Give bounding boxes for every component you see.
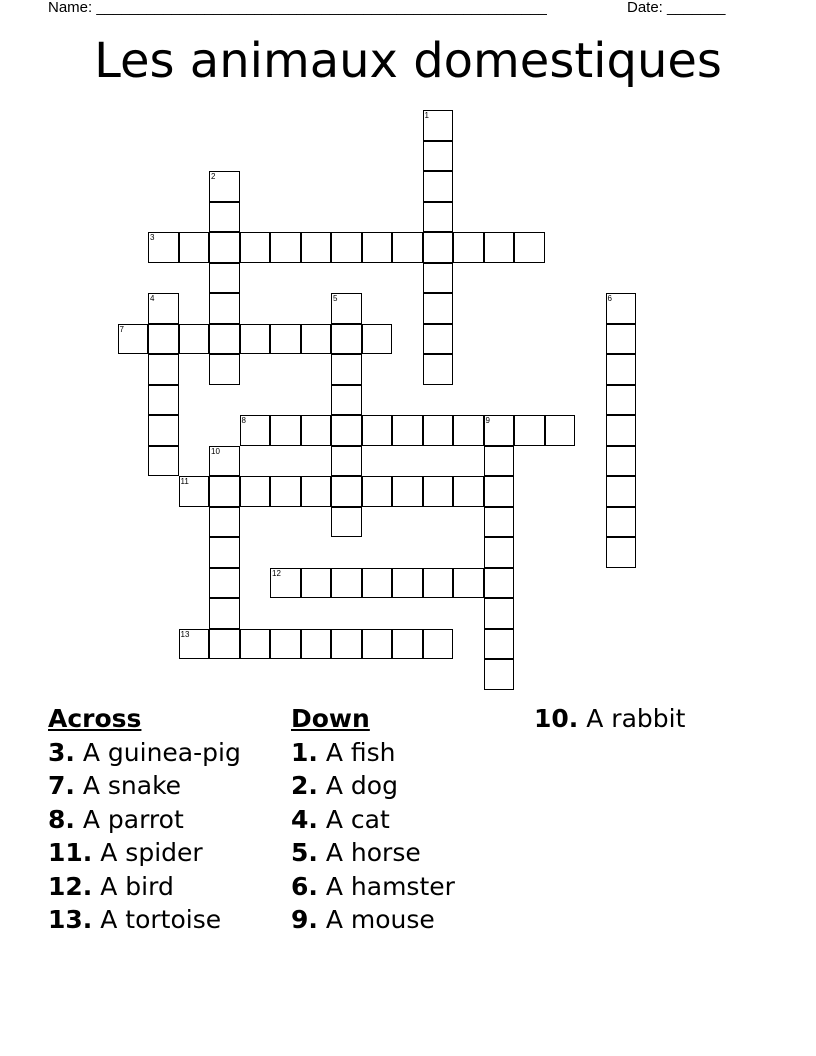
grid-cell[interactable] (209, 507, 240, 538)
grid-cell[interactable] (423, 263, 454, 294)
grid-cell[interactable] (148, 385, 179, 416)
grid-cell[interactable] (179, 232, 210, 263)
grid-cell[interactable] (392, 415, 423, 446)
grid-cell[interactable] (423, 415, 454, 446)
grid-cell[interactable] (453, 568, 484, 599)
grid-cell[interactable] (118, 324, 149, 355)
grid-cell[interactable] (148, 293, 179, 324)
grid-cell[interactable] (301, 476, 332, 507)
grid-cell[interactable] (606, 354, 637, 385)
grid-cell[interactable] (240, 415, 271, 446)
grid-cell[interactable] (392, 232, 423, 263)
clue-down-5: 5. A horse (291, 838, 421, 867)
cell-number: 1 (424, 111, 429, 120)
grid-cell[interactable] (545, 415, 576, 446)
grid-cell[interactable] (270, 232, 301, 263)
grid-cell[interactable] (148, 354, 179, 385)
grid-cell[interactable] (270, 415, 301, 446)
grid-cell[interactable] (270, 324, 301, 355)
down-clues-continued (534, 702, 685, 736)
grid-cell[interactable] (209, 263, 240, 294)
grid-cell[interactable] (240, 232, 271, 263)
clue-down-4: 4. A cat (291, 804, 390, 834)
cell-number: 7 (119, 324, 124, 334)
grid-cell[interactable] (209, 324, 240, 355)
clue-across-8: 8. A parrot (48, 804, 184, 834)
grid-cell[interactable] (606, 537, 637, 568)
grid-cell[interactable] (331, 415, 362, 446)
grid-cell[interactable] (606, 507, 637, 538)
grid-cell[interactable] (209, 476, 240, 507)
grid-cell[interactable] (423, 141, 454, 172)
grid-cell[interactable] (209, 568, 240, 599)
grid-cell[interactable] (606, 476, 637, 507)
clue-down-9: 9. A mouse (291, 905, 435, 934)
grid-cell[interactable] (484, 476, 515, 507)
grid-cell[interactable] (301, 232, 332, 263)
grid-cell[interactable] (423, 171, 454, 202)
grid-cell[interactable] (209, 354, 240, 385)
name-field[interactable]: Name: ______________________________________________________ (48, 0, 547, 16)
grid-cell[interactable] (209, 232, 240, 263)
grid-cell[interactable] (423, 232, 454, 263)
grid-cell[interactable] (423, 568, 454, 599)
grid-cell[interactable] (209, 293, 240, 324)
grid-cell[interactable] (606, 415, 637, 446)
grid-cell[interactable] (423, 476, 454, 507)
cell-number: 12 (272, 568, 281, 578)
clue-across-12: 12. A bird (48, 871, 174, 901)
grid-cell[interactable] (209, 598, 240, 629)
grid-cell[interactable] (606, 324, 637, 355)
clue-across-11: 11. A spider (48, 838, 203, 867)
grid-cell[interactable] (148, 415, 179, 446)
grid-cell[interactable] (331, 446, 362, 477)
grid-cell[interactable] (484, 446, 515, 477)
grid-cell[interactable] (331, 507, 362, 538)
grid-cell[interactable] (423, 324, 454, 355)
clue-down-6: 6. A hamster (291, 871, 455, 901)
grid-cell[interactable] (484, 568, 515, 599)
grid-cell[interactable] (331, 293, 362, 324)
grid-cell[interactable] (423, 629, 454, 660)
down-clues (291, 702, 455, 937)
grid-cell[interactable] (423, 110, 454, 141)
grid-cell[interactable] (270, 476, 301, 507)
cell-number: 2 (211, 172, 216, 181)
grid-cell[interactable] (606, 446, 637, 477)
grid-cell[interactable] (301, 568, 332, 599)
grid-cell[interactable] (606, 385, 637, 416)
grid-cell[interactable] (179, 476, 210, 507)
grid-cell[interactable] (179, 324, 210, 355)
grid-cell[interactable] (331, 629, 362, 660)
grid-cell[interactable] (362, 476, 393, 507)
grid-cell[interactable] (392, 476, 423, 507)
grid-cell[interactable] (514, 232, 545, 263)
clue-down-10: 10. A rabbit (534, 704, 686, 733)
grid-cell[interactable] (392, 568, 423, 599)
grid-cell[interactable] (484, 415, 515, 446)
grid-cell[interactable] (453, 415, 484, 446)
grid-cell[interactable] (606, 293, 637, 324)
cell-number: 11 (180, 477, 189, 486)
grid-cell[interactable] (484, 232, 515, 263)
grid-cell[interactable] (209, 171, 240, 202)
grid-cell[interactable] (392, 629, 423, 660)
cell-number: 8 (241, 416, 246, 425)
grid-cell[interactable] (270, 629, 301, 660)
grid-cell[interactable] (331, 568, 362, 599)
grid-cell[interactable] (240, 476, 271, 507)
grid-cell[interactable] (331, 232, 362, 263)
grid-cell[interactable] (514, 415, 545, 446)
cell-number: 13 (180, 629, 190, 639)
grid-cell[interactable] (484, 629, 515, 660)
grid-cell[interactable] (179, 629, 210, 660)
cell-number: 10 (211, 446, 220, 456)
grid-cell[interactable] (148, 324, 179, 355)
clue-across-13: 13. A tortoise (48, 905, 222, 934)
page-title: Les animaux domestiques (94, 33, 722, 89)
grid-cell[interactable] (331, 324, 362, 355)
grid-cell[interactable] (331, 385, 362, 416)
cell-number: 6 (607, 294, 612, 303)
date-field[interactable]: Date: _______ (627, 0, 726, 16)
grid-cell[interactable] (484, 507, 515, 538)
grid-cell[interactable] (484, 537, 515, 568)
grid-cell[interactable] (331, 476, 362, 507)
grid-cell[interactable] (362, 568, 393, 599)
clue-across-3: 3. A guinea-pig (48, 737, 241, 767)
grid-cell[interactable] (148, 446, 179, 477)
grid-cell[interactable] (148, 232, 179, 263)
grid-cell[interactable] (301, 629, 332, 660)
grid-cell[interactable] (240, 629, 271, 660)
grid-cell[interactable] (484, 598, 515, 629)
clue-down-2: 2. A dog (291, 771, 398, 800)
clue-across-7: 7. A snake (48, 771, 182, 800)
grid-cell[interactable] (423, 293, 454, 324)
grid-cell[interactable] (209, 446, 240, 477)
cell-number: 9 (485, 416, 490, 425)
grid-cell[interactable] (453, 232, 484, 263)
grid-cell[interactable] (423, 202, 454, 233)
grid-cell[interactable] (209, 202, 240, 233)
grid-cell[interactable] (240, 324, 271, 355)
down-heading: Down (291, 704, 370, 733)
cell-number: 5 (333, 294, 338, 303)
across-heading: Across (48, 704, 142, 733)
grid-cell[interactable] (301, 415, 332, 446)
grid-cell[interactable] (270, 568, 301, 599)
cell-number: 4 (150, 294, 155, 303)
clue-down-1: 1. A fish (291, 737, 396, 767)
grid-cell[interactable] (301, 324, 332, 355)
cell-number: 3 (150, 233, 155, 242)
grid-cell[interactable] (331, 354, 362, 385)
grid-cell[interactable] (362, 324, 393, 355)
grid-cell[interactable] (484, 659, 515, 690)
grid-cell[interactable] (362, 415, 393, 446)
grid-cell[interactable] (423, 354, 454, 385)
across-clues (48, 702, 241, 937)
grid-cell[interactable] (209, 629, 240, 660)
grid-cell[interactable] (453, 476, 484, 507)
grid-cell[interactable] (209, 537, 240, 568)
grid-cell[interactable] (362, 232, 393, 263)
grid-cell[interactable] (362, 629, 393, 660)
